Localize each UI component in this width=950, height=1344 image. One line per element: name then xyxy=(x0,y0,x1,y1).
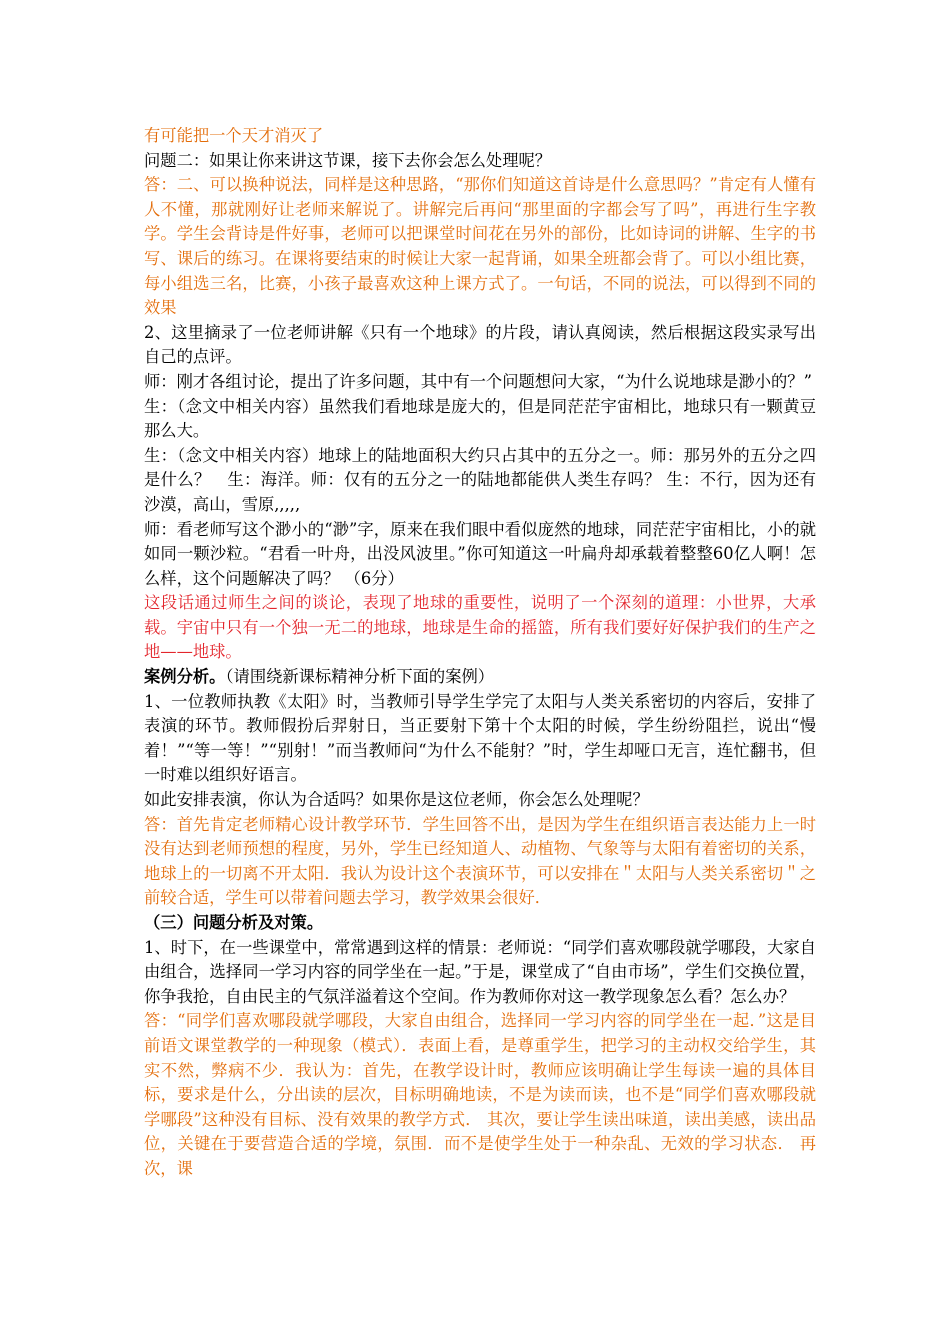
case-analysis-note: （请围绕新课标精神分析下面的案例） xyxy=(225,667,495,687)
case-analysis-title: 案例分析。 xyxy=(144,667,226,687)
question-excerpt-prompt: 2、这里摘录了一位老师讲解《只有一个地球》的片段，请认真阅读，然后根据这段实录写出自己的点评。 xyxy=(144,322,816,367)
dialogue-student-2: 生：（念文中相关内容）地球上的陆地面积大约只占其中的五分之一。师：那另外的五分之四是什么？ 生：海洋。师：仅有的五分之一的陆地都能供人类生存吗？ 生：不行，因为还有沙漠，高山，雪原,,,,, xyxy=(144,445,816,514)
case-description: 1、一位教师执教《太阳》时，当教师引导学生学完了太阳与人类关系密切的内容后，安排了表演的环节。教师假扮后羿射日，当正要射下第十个太阳的时候，学生纷纷阻拦，说出“慢着！”“等一等！”“别射！”而当教师问“为什么不能射？”时，学生却哑口无言，连忙翻书，但一时难以组织好语言。 xyxy=(144,691,816,785)
question-two: 问题二：如果让你来讲这节课，接下去你会怎么处理呢？ xyxy=(144,150,552,170)
commentary-answer: 这段话通过师生之间的谈论，表现了地球的重要性，说明了一个深刻的道理：小世界，大承载。宇宙中只有一个独一无二的地球，地球是生命的摇篮，所有我们要好好保护我们的生产之地——地球。 xyxy=(144,593,816,662)
dialogue-teacher-1: 师：刚才各组讨论，提出了许多问题，其中有一个问题想问大家，“为什么说地球是渺小的？” xyxy=(144,371,812,391)
document-page xyxy=(144,124,816,1182)
section-three-answer: 答：“同学们喜欢哪段就学哪段，大家自由组合，选择同一学习内容的同学坐在一起．”这是目前语文课堂教学的一种现象（模式）．表面上看，是尊重学生，把学习的主动权交给学生，其实不然，弊病不少．我认为：首先，在教学设计时，教师应该明确让学生每读一遍的具体目标，要求是什么，分出读的层次，目标明确地读，不是为读而读，也不是“同学们喜欢哪段就学哪段”这种没有目标、没有效果的教学方式． 其次，要让学生读出味道，读出美感，读出品位，关键在于要营造合适的学境，氛围．而不是使学生处于一种杂乱、无效的学习状态． 再次，课 xyxy=(144,1011,816,1178)
answer-continuation: 有可能把一个天才消灭了 xyxy=(144,126,324,145)
case-analysis-heading xyxy=(144,665,816,690)
dialogue-student-1: 生：（念文中相关内容）虽然我们看地球是庞大的，但是同茫茫宇宙相比，地球只有一颗黄豆那么大。 xyxy=(144,396,816,441)
answer-two: 答：二、可以换种说法，同样是这种思路，“那你们知道这首诗是什么意思吗？”肯定有人懂有人不懂，那就刚好让老师来解说了。讲解完后再问“那里面的字都会写了吗”，再进行生字教学。学生会背诗是件好事，老师可以把课堂时间花在另外的部份，比如诗词的讲解、生字的书写、课后的练习。在课将要结束的时候让大家一起背诵，如果全班都会背了。可以小组比赛，每小组选三名，比赛，小孩子最喜欢这种上课方式了。一句话，不同的说法，可以得到不同的效果 xyxy=(144,175,816,318)
case-answer: 答：首先肯定老师精心设计教学环节．学生回答不出，是因为学生在组织语言表达能力上一时没有达到老师预想的程度，另外，学生已经知道人、动植物、气象等与太阳有着密切的关系，地球上的一切离不开太阳．我认为设计这个表演环节，可以安排在＂太阳与人类关系密切＂之前较合适，学生可以带着问题去学习，教学效果会很好． xyxy=(144,814,816,908)
section-three-question: 1、时下，在一些课堂中，常常遇到这样的情景：老师说：“同学们喜欢哪段就学哪段，大家自由组合，选择同一学习内容的同学坐在一起。”于是，课堂成了“自由市场”，学生们交换位置，你争我抢，自由民主的气氛洋溢着这个空间。作为教师你对这一教学现象怎么看？怎么办？ xyxy=(144,937,816,1006)
dialogue-teacher-2: 师：看老师写这个渺小的“渺”字，原来在我们眼中看似庞然的地球，同茫茫宇宙相比，小的就如同一颗沙粒。“君看一叶舟，出没风波里。”你可知道这一叶扁舟却承载着整整60亿人啊！怎么样，这个问题解决了吗？ （6分） xyxy=(144,519,816,588)
section-three-heading: （三）问题分析及对策。 xyxy=(144,913,324,932)
case-question: 如此安排表演，你认为合适吗？如果你是这位老师，你会怎么处理呢？ xyxy=(144,790,649,810)
